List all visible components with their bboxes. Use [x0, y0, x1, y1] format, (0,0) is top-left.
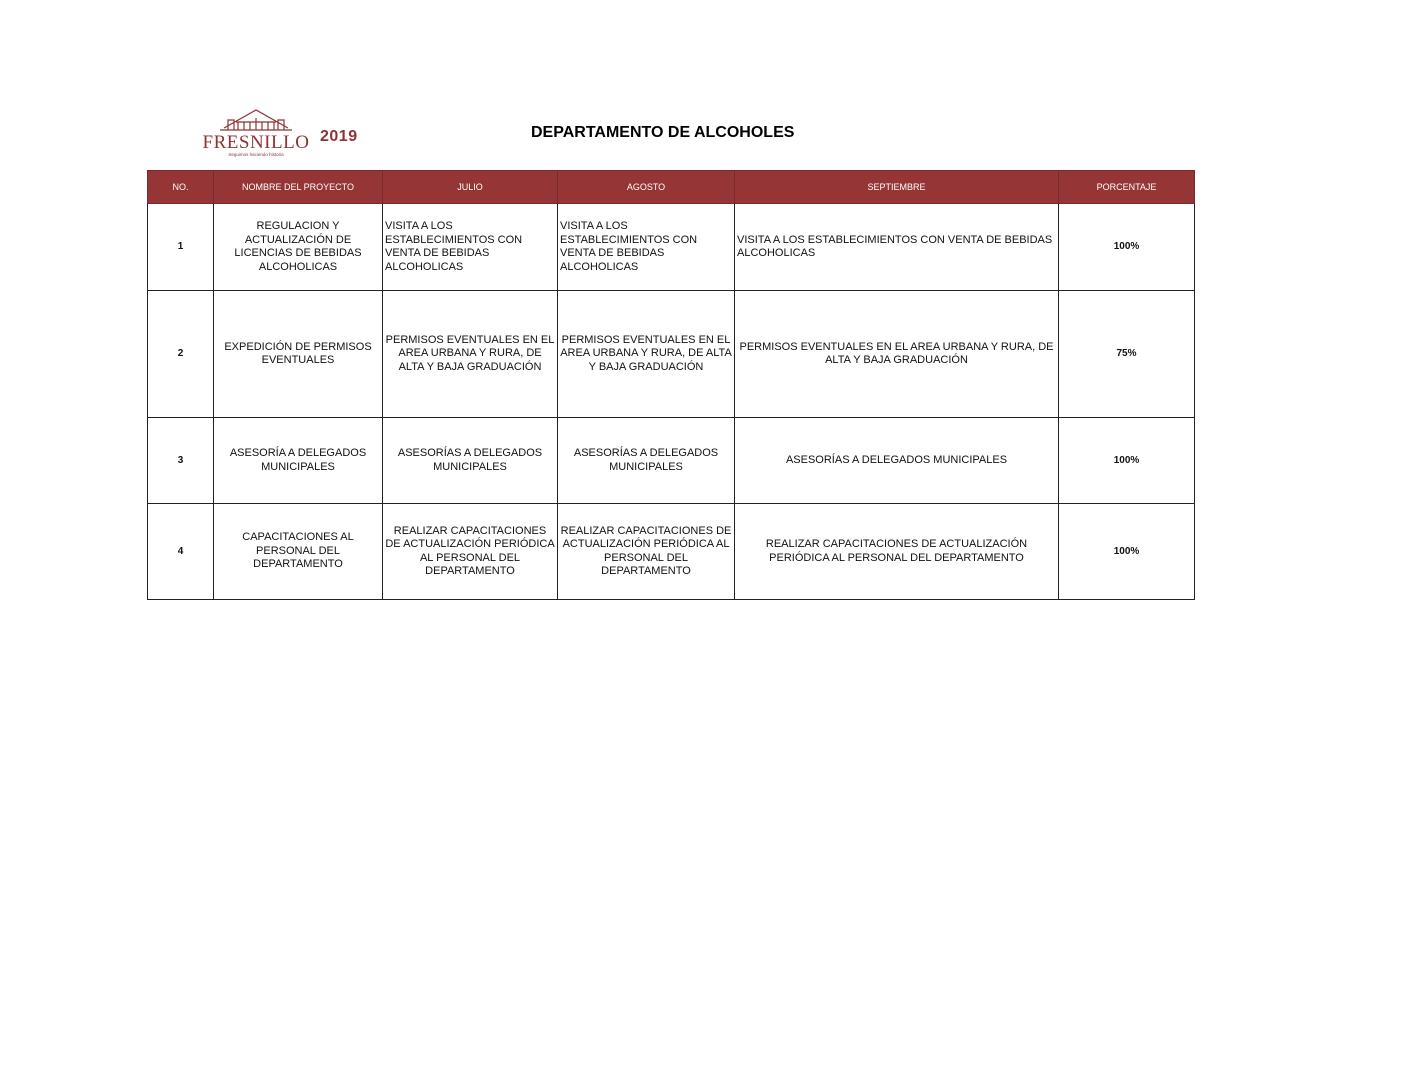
cell-septiembre: PERMISOS EVENTUALES EN EL AREA URBANA Y RURA, DE ALTA Y BAJA GRADUACIÓN [735, 291, 1059, 418]
cell-julio: ASESORÍAS A DELEGADOS MUNICIPALES [383, 418, 558, 504]
cell-agosto: REALIZAR CAPACITACIONES DE ACTUALIZACIÓN PERIÓDICA AL PERSONAL DEL DEPARTAMENTO [558, 504, 735, 600]
fresnillo-logo [202, 106, 310, 158]
table-header-row [148, 171, 1195, 204]
cell-proyecto: ASESORÍA A DELEGADOS MUNICIPALES [214, 418, 383, 504]
cell-porcentaje: 100% [1059, 504, 1195, 600]
cell-no: 1 [148, 204, 214, 291]
cell-proyecto: REGULACION Y ACTUALIZACIÓN DE LICENCIAS DE BEBIDAS ALCOHOLICAS [214, 204, 383, 291]
cell-proyecto: EXPEDICIÓN DE PERMISOS EVENTUALES [214, 291, 383, 418]
cell-agosto: ASESORÍAS A DELEGADOS MUNICIPALES [558, 418, 735, 504]
page-title: DEPARTAMENTO DE ALCOHOLES [531, 124, 795, 141]
col-header-porcentaje: PORCENTAJE [1059, 171, 1195, 204]
cell-septiembre: ASESORÍAS A DELEGADOS MUNICIPALES [735, 418, 1059, 504]
cell-julio: PERMISOS EVENTUALES EN EL AREA URBANA Y RURA, DE ALTA Y BAJA GRADUACIÓN [383, 291, 558, 418]
cell-julio: VISITA A LOS ESTABLECIMIENTOS CON VENTA DE BEBIDAS ALCOHOLICAS [383, 204, 558, 291]
cell-porcentaje: 75% [1059, 291, 1195, 418]
cell-porcentaje: 100% [1059, 418, 1195, 504]
cell-septiembre: VISITA A LOS ESTABLECIMIENTOS CON VENTA DE BEBIDAS ALCOHOLICAS [735, 204, 1059, 291]
cell-no: 2 [148, 291, 214, 418]
table-row [148, 418, 1195, 504]
cell-no: 4 [148, 504, 214, 600]
projects-table [147, 170, 1195, 600]
cell-agosto: VISITA A LOS ESTABLECIMIENTOS CON VENTA DE BEBIDAS ALCOHOLICAS [558, 204, 735, 291]
col-header-proyecto: NOMBRE DEL PROYECTO [214, 171, 383, 204]
cell-septiembre: REALIZAR CAPACITACIONES DE ACTUALIZACIÓN PERIÓDICA AL PERSONAL DEL DEPARTAMENTO [735, 504, 1059, 600]
svg-text:Seguimos haciendo historia: Seguimos haciendo historia [228, 152, 284, 157]
table-row [148, 504, 1195, 600]
col-header-no: NO. [148, 171, 214, 204]
cell-proyecto: CAPACITACIONES AL PERSONAL DEL DEPARTAMENTO [214, 504, 383, 600]
report-year: 2019 [320, 128, 358, 145]
table-row [148, 291, 1195, 418]
cell-agosto: PERMISOS EVENTUALES EN EL AREA URBANA Y RURA, DE ALTA Y BAJA GRADUACIÓN [558, 291, 735, 418]
col-header-agosto: AGOSTO [558, 171, 735, 204]
svg-text:FRESNILLO: FRESNILLO [202, 132, 310, 153]
cell-porcentaje: 100% [1059, 204, 1195, 291]
cell-julio: REALIZAR CAPACITACIONES DE ACTUALIZACIÓN PERIÓDICA AL PERSONAL DEL DEPARTAMENTO [383, 504, 558, 600]
table-row [148, 204, 1195, 291]
cell-no: 3 [148, 418, 214, 504]
col-header-julio: JULIO [383, 171, 558, 204]
col-header-septiembre: SEPTIEMBRE [735, 171, 1059, 204]
